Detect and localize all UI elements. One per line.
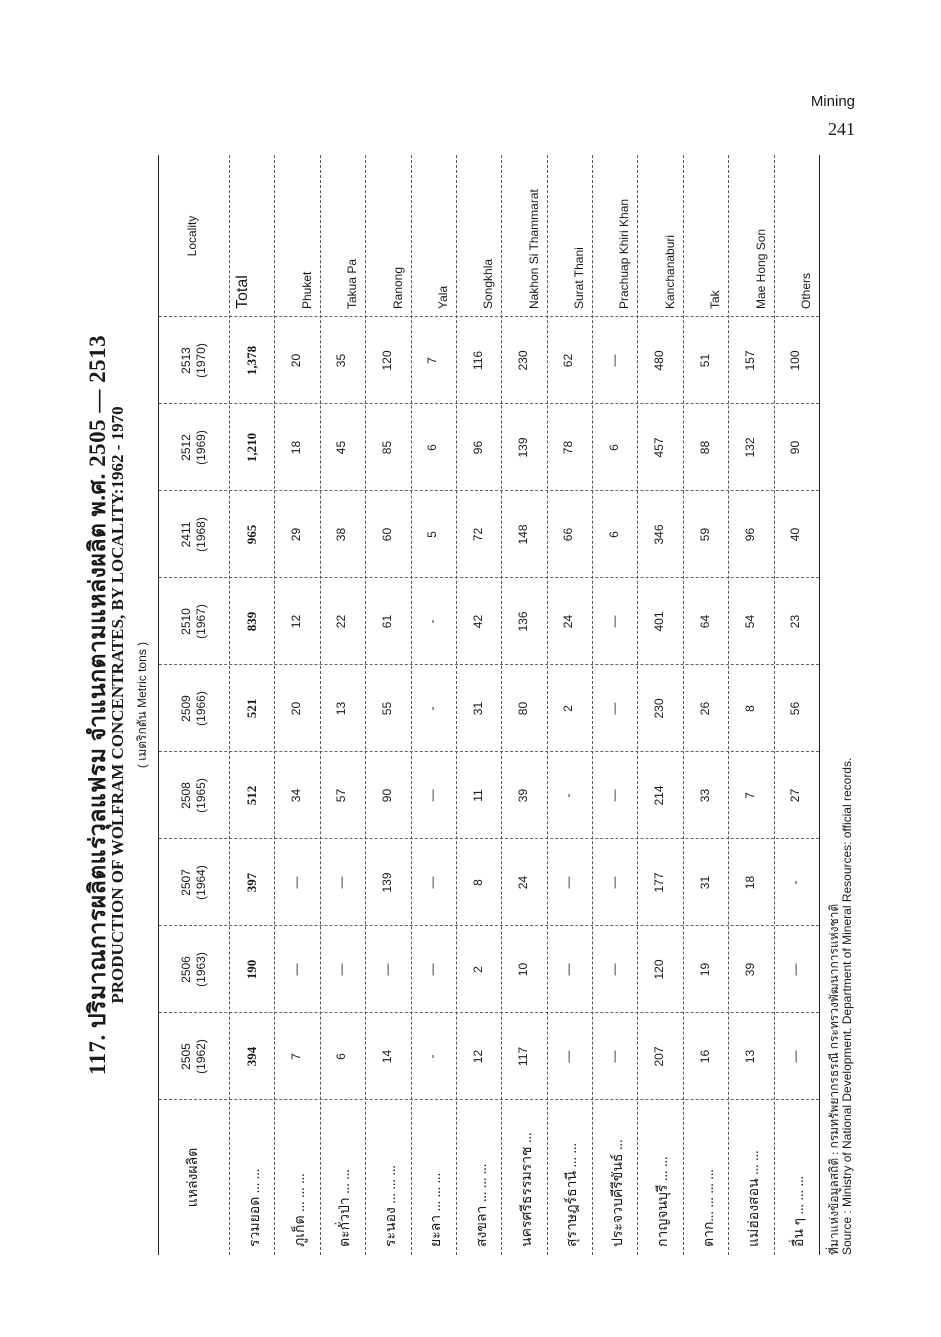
value-cell: 139 [516,437,530,458]
gregorian-year: (1970) [194,343,208,378]
thai-locality-name: รวมยอด ... ... [247,1168,263,1247]
gregorian-year: (1966) [194,691,208,726]
gregorian-year: (1965) [194,778,208,813]
english-locality-name: Tak [708,290,723,309]
buddhist-year: 2507 [179,869,193,896]
thai-locality-name: ระนอง ... ... ... [383,1165,399,1247]
buddhist-year: 2513 [179,347,193,374]
value-cell: - [561,793,576,798]
value-cell: 8 [470,879,485,886]
value-cell: 1,210 [243,432,259,463]
english-locality-name: Nakhon Si Thammarat [526,189,541,309]
value-cell: 10 [516,962,530,977]
year-column-header [179,1013,209,1100]
buddhist-year: 2505 [179,1043,193,1070]
value-cell: 20 [289,701,304,716]
value-cell: 27 [788,788,803,803]
value-cell: 51 [697,353,712,368]
table-title-thai: 117. ปริมาณการผลิตแร่วุลแฟรม จำแนกตามแหล่งผลิต พ.ศ. 2505 — 2513 [85,334,110,1076]
value-cell: 401 [652,611,667,632]
value-cell: 22 [334,614,349,629]
value-cell: 2 [561,705,576,712]
value-cell: 116 [470,350,485,371]
value-cell: 60 [379,527,394,542]
value-cell: 13 [742,1049,757,1064]
value-cell: 7 [289,1053,304,1060]
value-cell: 54 [742,614,757,629]
buddhist-year: 2512 [179,434,193,461]
value-cell: 61 [379,614,394,629]
value-cell: — [334,963,349,976]
english-locality-name: Prachuap Khiri Khan [617,198,632,309]
value-cell: 177 [652,872,667,893]
value-cell: 6 [606,531,621,538]
english-locality-name: Others [799,272,813,309]
thai-locality-name: สุราษฎร์ธานี ... ... [565,1142,581,1247]
value-cell: 45 [334,440,349,455]
value-cell: 120 [652,959,667,980]
value-cell: 8 [742,705,757,712]
thai-locality-name: นครศรีธรรมราช ... [520,1132,535,1247]
value-cell: 80 [516,701,530,716]
value-cell: 230 [516,350,530,371]
value-cell: 397 [243,872,259,893]
value-cell: 39 [742,962,757,977]
value-cell: — [561,876,576,889]
value-cell: — [606,1050,621,1063]
year-column-header [179,578,209,665]
value-cell: 55 [379,701,394,716]
value-cell: 190 [243,959,259,980]
value-cell: 132 [742,437,757,458]
value-cell: 57 [334,788,349,803]
gregorian-year: (1964) [194,865,208,900]
value-cell: 207 [652,1046,667,1067]
value-cell: 139 [379,872,394,893]
value-cell: — [606,876,621,889]
value-cell: 148 [516,524,530,545]
value-cell: 56 [788,701,803,716]
gregorian-year: (1967) [194,604,208,639]
gregorian-year: (1963) [194,952,208,987]
value-cell: 90 [379,788,394,803]
buddhist-year: 2509 [179,695,193,722]
value-cell: — [334,876,349,889]
value-cell: 26 [697,701,712,716]
value-cell: — [606,963,621,976]
thai-locality-name: กาญจนบุรี ... ... [656,1156,672,1247]
thai-locality-name: แม่ฮ่องสอน ... ... [746,1150,762,1247]
english-locality-name: Surat Thani [572,247,587,309]
value-cell: 6 [606,444,621,451]
buddhist-year: 2510 [179,608,193,635]
buddhist-year: 2508 [179,782,193,809]
english-locality-name: Phuket [299,271,314,309]
value-cell: 96 [470,440,485,455]
value-cell: 14 [379,1049,394,1064]
value-cell: 12 [289,614,304,629]
value-cell: 5 [425,531,440,538]
value-cell: — [425,876,440,889]
english-locality-header: Locality [185,215,199,257]
value-cell: - [425,706,440,711]
value-cell: 24 [516,875,530,890]
rotated-table-page [80,155,854,1255]
value-cell: 40 [788,527,803,542]
value-cell: 42 [470,614,485,629]
value-cell: 85 [379,440,394,455]
english-locality-name: Yala [435,285,450,309]
value-cell: 24 [561,614,576,629]
year-column-header [179,839,209,926]
value-cell: 214 [652,785,667,806]
value-cell: — [289,963,304,976]
year-column-header [179,404,209,491]
value-cell: 34 [289,788,304,803]
value-cell: 2 [470,966,485,973]
value-cell: 20 [289,353,304,368]
value-cell: - [788,880,803,885]
value-cell: 965 [243,524,259,545]
value-cell: 480 [652,350,667,371]
value-cell: 512 [243,785,259,806]
value-cell: 120 [379,350,394,371]
value-cell: 12 [470,1049,485,1064]
source-note-english: Source : Ministry of National Development. Department of Mineral Resources: official records. [840,757,854,1255]
year-column-header [179,317,209,404]
value-cell: - [425,619,440,624]
thai-locality-name: สงขลา ... ... ... [474,1163,490,1247]
value-cell: 6 [425,444,440,451]
value-cell: 11 [470,789,485,802]
english-locality-name: Songkhla [481,258,496,309]
value-cell: — [606,702,621,715]
value-cell: 31 [697,875,712,890]
gregorian-year: (1968) [194,517,208,552]
value-cell: 230 [652,698,667,719]
page-number: 241 [828,119,855,139]
year-column-header [179,926,209,1013]
thai-locality-name: ประจวบคีรีขันธ์ ... [610,1139,626,1247]
table-title-english: PRODUCTION OF WOLFRAM CONCENTRATES, BY LOCALITY:1962 - 1970 [108,406,127,1004]
value-cell: — [561,1050,576,1063]
value-cell: 7 [425,357,440,364]
production-table [158,155,820,1255]
gregorian-year: (1962) [194,1039,208,1074]
year-column-header [179,665,209,752]
english-locality-name: Total [233,275,251,309]
value-cell: 38 [334,527,349,542]
value-cell: 457 [652,437,667,458]
thai-locality-name: ภูเก็ต ... ... ... [293,1173,309,1247]
value-cell: 394 [243,1046,259,1067]
unit-label: ( เมตริกตัน Metric tons ) [135,641,149,769]
value-cell: 39 [516,788,530,803]
year-column-header [179,491,209,578]
value-cell: 31 [470,701,485,716]
value-cell: 18 [289,440,304,455]
value-cell: 100 [788,350,803,371]
value-cell: — [289,876,304,889]
value-cell: 90 [788,440,803,455]
value-cell: - [425,1054,440,1059]
value-cell: 96 [742,527,757,542]
thai-locality-name: อื่น ๆ ... ... ... [792,1176,808,1247]
english-locality-name: Takua Pa [345,258,360,309]
value-cell: 88 [697,440,712,455]
value-cell: 13 [334,701,349,716]
value-cell: — [606,615,621,628]
value-cell: — [788,963,803,976]
value-cell: 346 [652,524,667,545]
value-cell: 78 [561,440,576,455]
value-cell: — [606,354,621,367]
value-cell: 66 [561,527,576,542]
value-cell: 136 [516,611,530,632]
value-cell: 35 [334,353,349,368]
english-locality-name: Kanchanaburi [662,234,677,309]
value-cell: 7 [742,792,757,799]
value-cell: — [425,789,440,802]
value-cell: 23 [788,614,803,629]
value-cell: — [606,789,621,802]
value-cell: 19 [697,962,712,977]
buddhist-year: 2506 [179,956,193,983]
value-cell: 18 [742,875,757,890]
source-note-thai: ที่มาแห่งข้อมูลสถิติ : กรมทรัพยากรธรณี กระทรวงพัฒนาการแห่งชาติ [827,903,841,1255]
value-cell: 117 [516,1046,530,1067]
value-cell: 1,378 [243,345,259,376]
value-cell: 6 [334,1053,349,1060]
value-cell: — [788,1050,803,1063]
thai-locality-name: ตาก... ... ... ... [701,1169,717,1247]
value-cell: — [561,963,576,976]
buddhist-year: 2411 [179,521,193,548]
english-locality-name: Ranong [390,266,405,309]
value-cell: — [425,963,440,976]
value-cell: 33 [697,788,712,803]
gregorian-year: (1969) [194,430,208,465]
value-cell: 29 [289,527,304,542]
value-cell: 16 [697,1049,712,1064]
value-cell: 157 [742,350,757,371]
value-cell: 64 [697,614,712,629]
value-cell: 59 [697,527,712,542]
year-column-header [179,752,209,839]
value-cell: 62 [561,353,576,368]
english-locality-name: Mae Hong Son [753,228,768,309]
thai-locality-name: ยะลา ... ... ... [429,1172,445,1247]
value-cell: — [379,963,394,976]
value-cell: 521 [243,698,259,719]
value-cell: 72 [470,527,485,542]
section-label: Mining [810,93,855,110]
value-cell: 839 [243,611,259,632]
thai-locality-header: แหล่งผลิต [184,1147,200,1208]
thai-locality-name: ตะกั่วป่า ... ... [338,1169,354,1247]
